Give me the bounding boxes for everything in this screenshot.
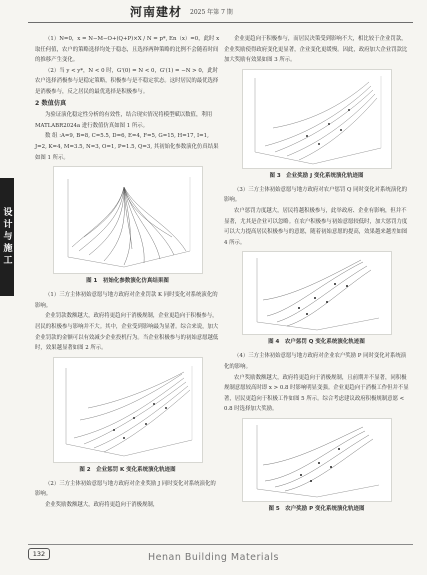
- stability-paragraph-2: （2）当 y < y*，N < 0 时，G'(0) = N < 0，G'(1) = −N > 0，此时农户选择消极参与是稳定策略，积极参与是不稳定状态。这时居民的最优选择是消极参与，反之居民的最优选择是积极参与。: [35, 67, 219, 95]
- page-number: 132: [28, 548, 50, 560]
- simulation-intro-paragraph: 为验证演化稳定性分析的有效性，结合现实情况将模型赋以数值，利用 MATLABR2024a 进行数值仿真如图 1 所示。: [35, 112, 213, 129]
- analysis-k-intro: （1）三方主体初始意愿与地方政府对企业罚款 K 同时变化对系统演化的影响。: [35, 292, 218, 309]
- analysis-p-intro: （4）三方主体初始意愿与地方政府对企业农户奖励 P 同时变化对系统演化的影响。: [224, 353, 407, 370]
- left-column: [35, 34, 220, 510]
- figure-2: [53, 357, 203, 463]
- figure-3-plot: [243, 70, 391, 168]
- page-header: [0, 0, 427, 24]
- equation-paragraph-1: （1）N=0，x = N−M−O+(Q+P)×X / N = p*, En（x）=0，此时 x 取任何值，农户的策略选择均处于稳态，且选择两种策略的比例不会随着时间的推移产生变化。: [35, 36, 220, 64]
- parameter-paragraph: 数 组 :A=9, B=8, C=5.5, D=6, E=4, F=5, G=15, H=17, I=1, J=2, K=4, M=3.5, N=3, O=1, P=1.5, Q=3, 其初始化参数演化仿真结果如图 1 所示。: [35, 133, 219, 161]
- figure-4-caption: 图 4 农户惩罚 Q 变化系统演化轨迹图: [268, 339, 365, 346]
- section-side-tab: 设计与施工: [0, 178, 14, 296]
- header-rule: [28, 22, 413, 23]
- figure-1-caption: 图 1 初始化参数演化仿真结果图: [86, 278, 169, 285]
- analysis-q-intro: （3）三方主体初始意愿与地方政府对农户惩罚 Q 同时变化对系统演化的影响。: [224, 186, 407, 204]
- analysis-q-body: 农户惩罚力度越大，居民将越积极参与，此举政府、企业有影响，但并不显著，尤其是企业可以忽略。在农户积极参与初始意愿较低时，加大惩罚力度可以大力提高居民积极参与的意愿，随着初始意愿的提高，效果越来越差如图 4 所示。: [224, 207, 408, 246]
- analysis-j-body-end: 企业更趋向于积极参与，而居民决策受到影响不大，相比较于企业罚款，企业奖励使得政府变化更显著，企业变化更缓慢。因此，政府加大企业罚款比加大奖励有效果如图 3 所示。: [224, 36, 408, 64]
- analysis-j-intro: （2）三方主体初始意愿与地方政府对企业奖励 J 同时变化对系统演化的影响。: [35, 480, 216, 498]
- analysis-p-body: 农户奖励数额越大，政府将更趋向于消极规制，且前期并不显著，同积极规制意愿较高时即 x > 0.8 时影响明显变强。企业更趋向于消极工作但并不显著，居民更趋向于积极工作如图 5 所示。综合考虑建议政府积极规制意愿 < 0.8 时选择加大奖励。: [224, 374, 409, 413]
- analysis-j-body-start: 企业奖励数额越大，政府将更趋向于消极规制，: [45, 501, 159, 508]
- journal-brand: 河南建材: [130, 5, 183, 19]
- figure-5-plot: [243, 419, 391, 501]
- figure-4: [242, 251, 392, 335]
- figure-2-caption: 图 2 企业惩罚 K 变化系统演化轨迹图: [79, 466, 176, 473]
- footer-rule: [28, 544, 413, 545]
- figure-1-plot: [54, 167, 202, 273]
- journal-english-title: Henan Building Materials: [148, 552, 279, 563]
- section-title: 2 数值仿真: [35, 99, 67, 107]
- page-footer: [0, 538, 427, 575]
- figure-4-plot: [243, 252, 391, 334]
- figure-2-plot: [54, 358, 202, 462]
- analysis-k-body: 企业罚款数额越大，政府将更趋向于消极规制，企业更趋向于积极参与，居民的积极参与影响并不大。其中，企业受到影响最为显著。综合来说，加大企业罚款的金额可以有效减少企业投机行为。当企业积极参与的初始意愿越低时，效果越显著如图 2 所示。: [35, 313, 219, 352]
- right-column: [224, 34, 409, 518]
- figure-5-caption: 图 5 农户奖励 P 变化系统演化轨迹图: [268, 505, 365, 512]
- figure-1: [53, 166, 203, 274]
- figure-3: [242, 69, 392, 169]
- figure-5: [242, 418, 392, 502]
- figure-3-caption: 图 3 企业奖励 J 变化系统演化轨迹图: [269, 172, 364, 179]
- issue-label: 2025 年第 7 期: [190, 9, 233, 16]
